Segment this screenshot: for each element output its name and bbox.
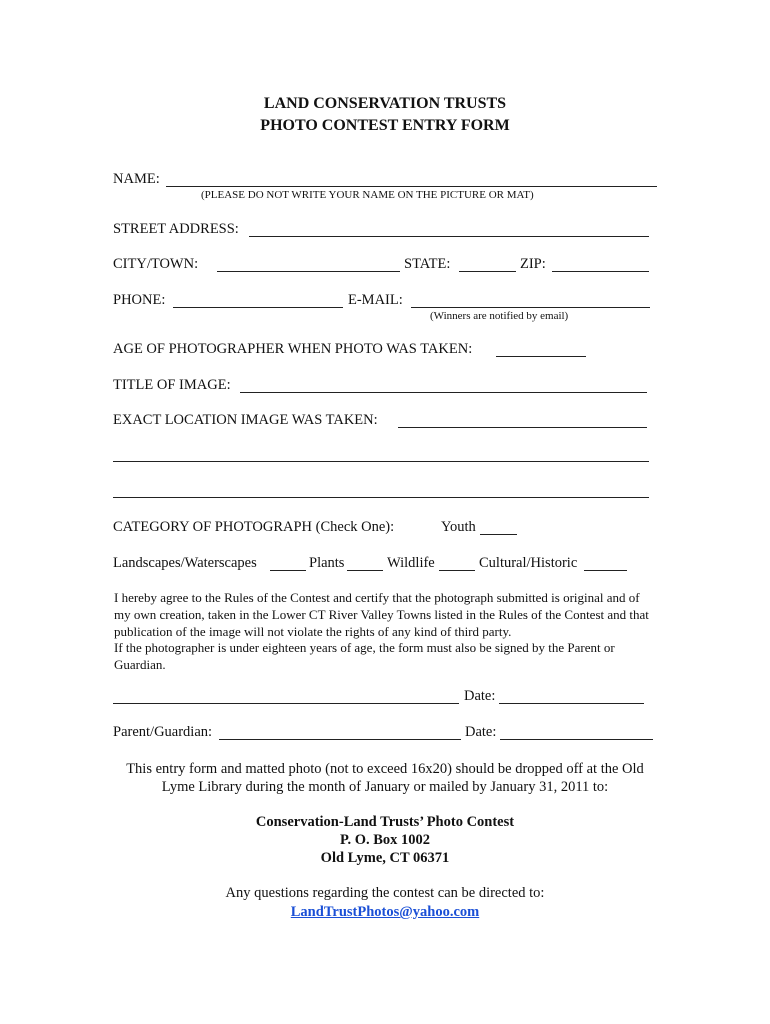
phone-field[interactable] — [173, 307, 343, 308]
signature-field[interactable] — [113, 703, 459, 704]
city-label: CITY/TOWN: — [113, 256, 199, 272]
image-title-label: TITLE OF IMAGE: — [113, 377, 231, 393]
image-title-field[interactable] — [240, 392, 647, 393]
email-note: (Winners are notified by email) — [430, 310, 569, 322]
contact-email-container — [0, 903, 770, 921]
email-field[interactable] — [411, 307, 650, 308]
category-youth-checkbox[interactable] — [480, 534, 517, 535]
agreement-text: I hereby agree to the Rules of the Contest and certify that the photograph submitted is original and of my own creation, taken in the Lower CT River Valley Towns listed in the Rules of the Contest and that publication of the image will not violate the rights of any kind of third party. — [114, 590, 649, 639]
contact-question: Any questions regarding the contest can be directed to: — [225, 885, 545, 901]
category-cultural-checkbox[interactable] — [584, 570, 627, 571]
category-landscapes-label: Landscapes/Waterscapes — [113, 555, 257, 571]
email-label: E-MAIL: — [348, 292, 403, 308]
name-field[interactable] — [166, 186, 657, 187]
category-plants-checkbox[interactable] — [347, 570, 383, 571]
name-note: (PLEASE DO NOT WRITE YOUR NAME ON THE PICTURE OR MAT) — [201, 189, 534, 201]
state-field[interactable] — [459, 271, 516, 272]
parent-guardian-field[interactable] — [219, 739, 461, 740]
location-field[interactable] — [398, 427, 647, 428]
parent-guardian-label: Parent/Guardian: — [113, 724, 213, 740]
zip-label: ZIP: — [520, 256, 546, 272]
form-title-line-1: LAND CONSERVATION TRUSTS — [263, 95, 507, 112]
category-wildlife-label: Wildlife — [387, 555, 435, 571]
name-label: NAME: — [113, 171, 160, 187]
street-address-label: STREET ADDRESS: — [113, 221, 239, 237]
signature-date-label: Date: — [464, 688, 496, 704]
state-label: STATE: — [404, 256, 451, 272]
zip-field[interactable] — [552, 271, 649, 272]
category-youth-label: Youth — [441, 519, 476, 535]
mailing-address-line-3: Old Lyme, CT 06371 — [320, 850, 450, 866]
form-title-line-2: PHOTO CONTEST ENTRY FORM — [260, 117, 510, 134]
instructions-line-1: This entry form and matted photo (not to exceed 16x20) should be dropped off at the Old — [126, 761, 644, 777]
parent-date-label: Date: — [465, 724, 497, 740]
mailing-address-line-1: Conservation-Land Trusts’ Photo Contest — [255, 814, 515, 830]
signature-date-field[interactable] — [499, 703, 644, 704]
category-label: CATEGORY OF PHOTOGRAPH (Check One): — [113, 519, 395, 535]
contact-email-link[interactable]: LandTrustPhotos@yahoo.com — [290, 904, 480, 920]
category-wildlife-checkbox[interactable] — [439, 570, 475, 571]
parent-date-field[interactable] — [500, 739, 653, 740]
age-label: AGE OF PHOTOGRAPHER WHEN PHOTO WAS TAKEN: — [113, 341, 473, 357]
phone-label: PHONE: — [113, 292, 166, 308]
age-field[interactable] — [496, 356, 586, 357]
street-address-field[interactable] — [249, 236, 649, 237]
location-label: EXACT LOCATION IMAGE WAS TAKEN: — [113, 412, 378, 428]
mailing-address-line-2: P. O. Box 1002 — [339, 832, 431, 848]
category-landscapes-checkbox[interactable] — [270, 570, 306, 571]
category-plants-label: Plants — [309, 555, 345, 571]
location-field-line-3[interactable] — [113, 497, 649, 498]
agreement-minor-text: If the photographer is under eighteen years of age, the form must also be signed by the Parent or Guardian. — [114, 640, 615, 672]
category-cultural-label: Cultural/Historic — [479, 555, 578, 571]
city-field[interactable] — [217, 271, 400, 272]
location-field-line-2[interactable] — [113, 461, 649, 462]
instructions-line-2: Lyme Library during the month of January or mailed by January 31, 2011 to: — [161, 779, 609, 795]
